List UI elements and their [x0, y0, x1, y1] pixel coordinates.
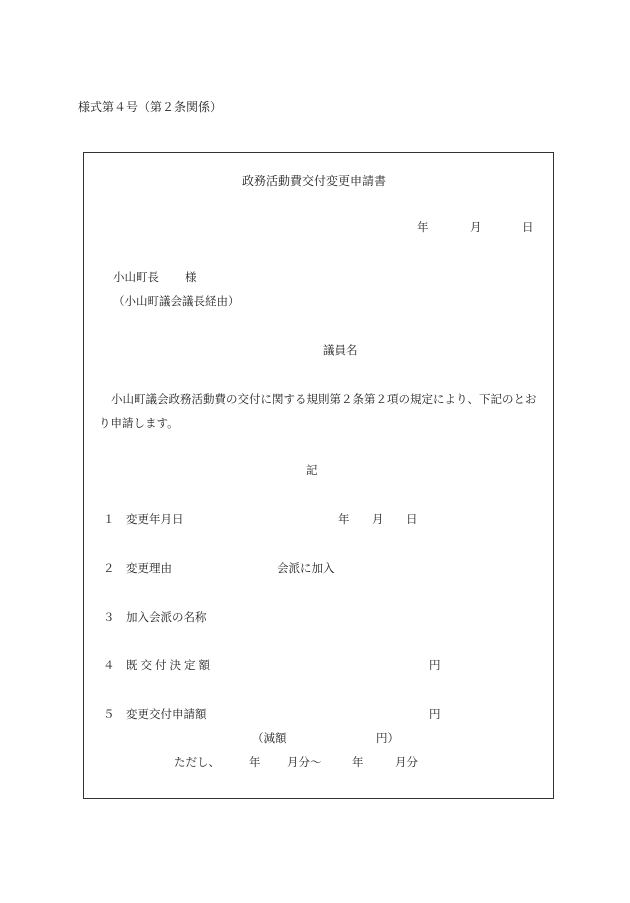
- reduction-open: （減額: [252, 731, 287, 745]
- item-2-value: 会派に加入: [277, 561, 335, 575]
- date-day: 日: [522, 220, 534, 234]
- item-4-label: 既交付決定額: [126, 658, 213, 672]
- proviso-month-2: 月分: [395, 755, 418, 769]
- date-year: 年: [417, 220, 429, 234]
- form-number: 様式第４号（第２条関係）: [78, 100, 223, 114]
- item-1-month: 月: [372, 512, 384, 526]
- item-5-number: ５: [103, 707, 115, 721]
- item-4-number: ４: [103, 658, 115, 672]
- item-1-number: １: [103, 512, 115, 526]
- item-2-label: 変更理由: [126, 561, 172, 575]
- ki-heading: 記: [306, 463, 318, 477]
- proviso-year-1: 年: [249, 755, 261, 769]
- item-3-label: 加入会派の名称: [126, 610, 207, 624]
- addressee-name: 小山町長: [113, 270, 159, 284]
- item-4-unit: 円: [429, 658, 441, 672]
- form-title: 政務活動費交付変更申請書: [242, 174, 387, 188]
- proviso-year-2: 年: [352, 755, 364, 769]
- member-name-label: 議員名: [323, 343, 358, 357]
- item-2-number: ２: [103, 561, 115, 575]
- item-3-number: ３: [103, 610, 115, 624]
- proviso-month-1: 月分～: [287, 755, 322, 769]
- date-month: 月: [470, 220, 482, 234]
- addressee-honorific: 様: [185, 270, 197, 284]
- body-text: 小山町議会政務活動費の交付に関する規則第２条第２項の規定により、下記のとおり申請します。: [99, 392, 537, 430]
- item-5-unit: 円: [429, 707, 441, 721]
- item-1-year: 年: [338, 512, 350, 526]
- reduction-close: 円）: [376, 731, 399, 745]
- item-1-label: 変更年月日: [126, 512, 184, 526]
- application-form: [83, 152, 554, 799]
- addressee-via: （小山町議会議長経由）: [113, 294, 240, 308]
- item-1-day: 日: [406, 512, 418, 526]
- item-5-label: 変更交付申請額: [126, 707, 207, 721]
- proviso-prefix: ただし、: [174, 755, 220, 769]
